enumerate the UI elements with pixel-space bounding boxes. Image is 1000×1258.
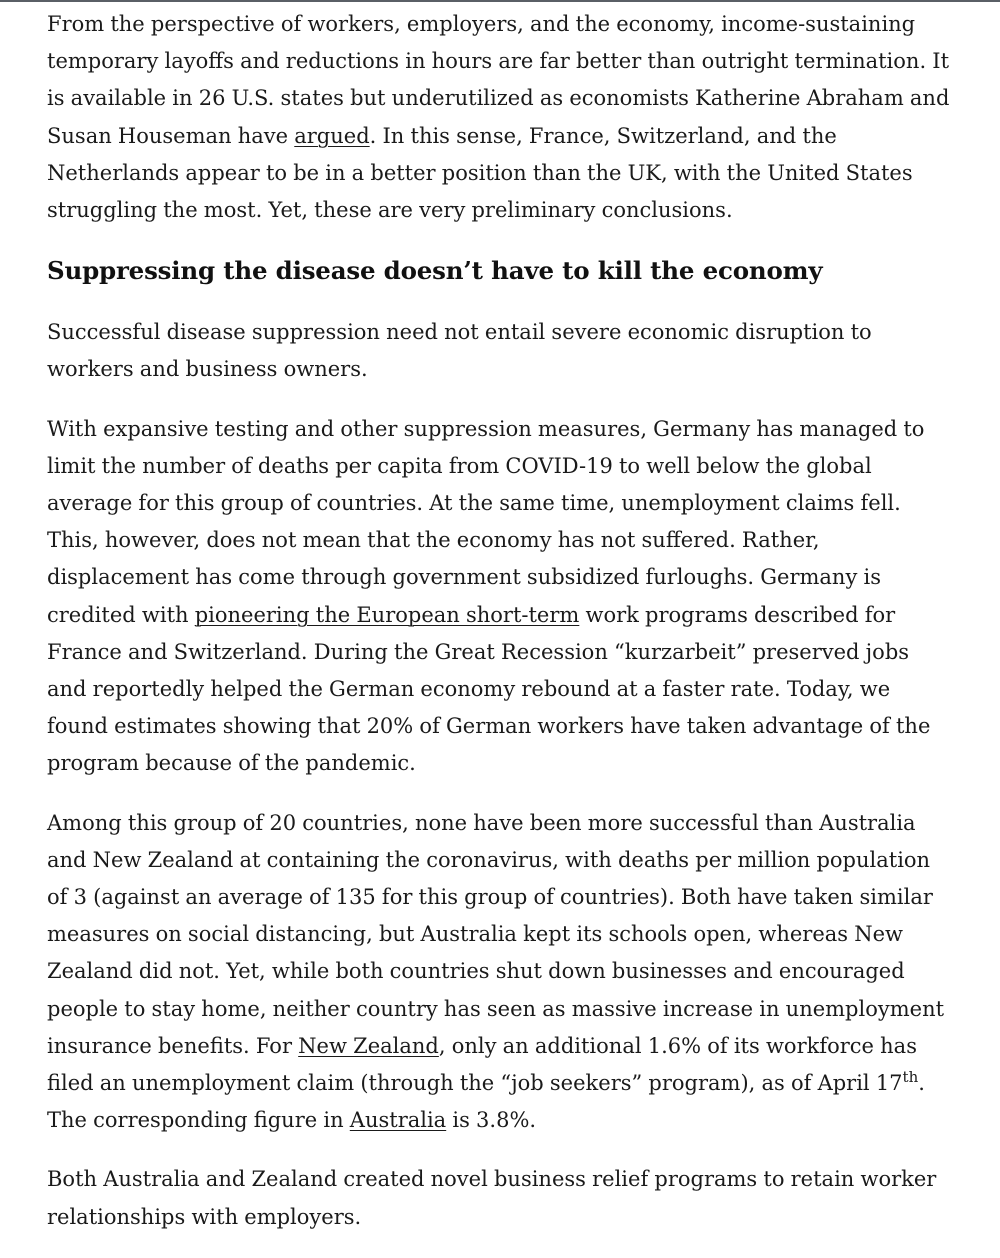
section-heading: Suppressing the disease doesn’t have to kill the economy [47, 256, 823, 286]
paragraph-text: From the perspective of workers, employers, and the economy, income-sustaining temporary layoffs and reductions in hours are far better than outright termination. It is available in 26 U.S. states but underutilized as economists Katherine Abraham and Susan Houseman have [47, 12, 950, 148]
paragraph-relief-programs: Both Australia and Zealand created novel business relief programs to retain worker relationships with employers. [47, 1167, 937, 1229]
ordinal-suffix: th [902, 1068, 919, 1087]
paragraph-layoffs [47, 6, 952, 229]
paragraph-suppression: Successful disease suppression need not entail severe economic disruption to workers and business owners. [47, 320, 872, 382]
paragraph-text: . In this sense, France, Switzerland, and the Netherlands appear to be in a better position than the UK, with the United States struggling the most. Yet, these are very preliminary conclusions. [47, 123, 913, 223]
paragraph-text: With expansive testing and other suppression measures, Germany has managed to limit the number of deaths per capita from COVID-19 to well below the global average for this group of countries. At the same time, unemployment claims fell. This, however, does not mean that the economy has not suffered. Rather, displacement has come through government subsidized furloughs. Germany is credited with [47, 416, 925, 627]
article-body [47, 6, 952, 1258]
paragraph-text: . The corresponding figure in [47, 1071, 925, 1133]
australia-link[interactable]: Australia [349, 1108, 447, 1133]
pioneering-link[interactable]: pioneering the European short-term [194, 602, 580, 627]
paragraph-text: Among this group of 20 countries, none have been more successful than Australia and New Zealand at containing the coronavirus, with deaths per million population of 3 (against an average of 135 for this group of countries). Both have taken similar measures on social distancing, but Australia kept its schools open, whereas New Zealand did not. Yet, while both countries shut down businesses and encouraged people to stay home, neither country has seen as massive increase in unemployment insurance benefits. For [47, 810, 945, 1058]
argued-link[interactable]: argued [294, 123, 370, 148]
paragraph-text: work programs described for France and Switzerland. During the Great Recession “kurzarbeit” preserved jobs and reportedly helped the German economy rebound at a faster rate. Today, we found estimates showing that 20% of German workers have taken advantage of the program because of the pandemic. [47, 602, 931, 776]
top-border [0, 0, 1000, 2]
paragraph-germany [47, 411, 952, 783]
paragraph-australia-nz [47, 805, 952, 1140]
paragraph-text: , only an additional 1.6% of its workforce has filed an unemployment claim (through the “job seekers” program), as of April 17 [47, 1033, 917, 1096]
paragraph-text: is 3.8%. [446, 1108, 537, 1133]
new-zealand-link[interactable]: New Zealand [298, 1033, 439, 1058]
